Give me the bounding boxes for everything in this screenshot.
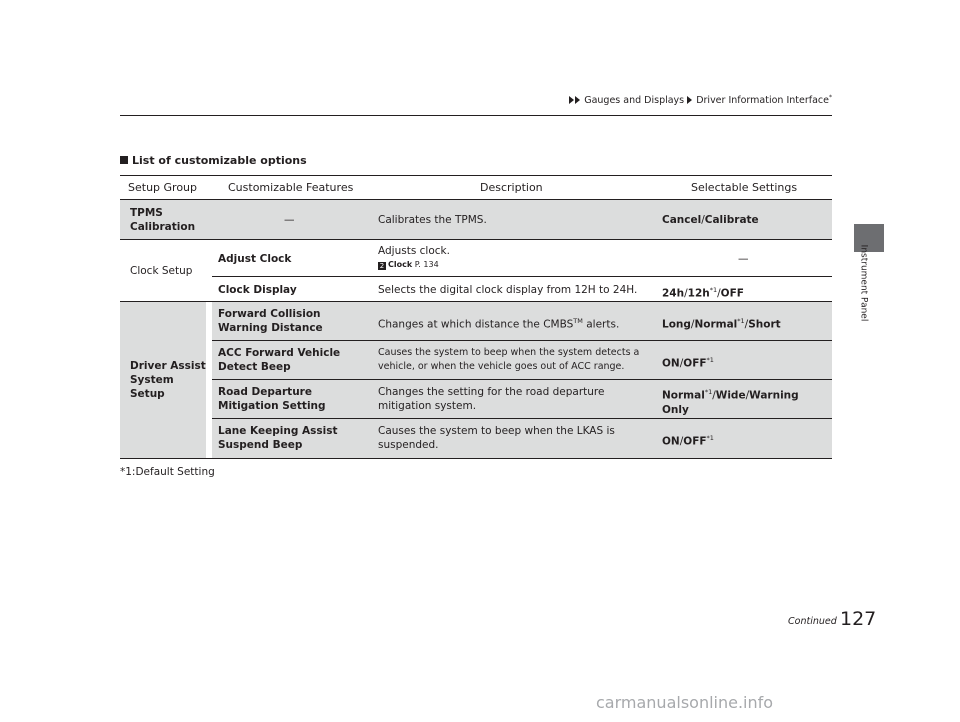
breadcrumb: [569, 94, 832, 106]
description-tpms: Calibrates the TPMS.: [378, 214, 487, 226]
description-acc: Causes the system to beep when the system detects a vehicle, or when the vehicle goes out of ACC range.: [378, 347, 640, 372]
settings-forward-collision: Long/Normal$^{*1}$/Short: [662, 317, 781, 331]
settings-tpms: Cancel/Calibrate: [662, 214, 759, 226]
settings-adjust-clock: —: [738, 253, 749, 265]
description-road-departure: Changes the setting for the road departure mitigation system.: [378, 386, 605, 412]
description-lane-keeping: Causes the system to beep when the LKAS is suspended.: [378, 425, 615, 451]
header-customizable-features: Customizable Features: [228, 181, 354, 194]
breadcrumb-part-1: Gauges and Displays: [584, 95, 685, 107]
watermark: carmanualsonline.info: [596, 693, 774, 712]
cross-reference[interactable]: 2 Clock P. 134: [379, 260, 439, 270]
feature-clock-display: Clock Display: [218, 284, 297, 296]
row-rule: [212, 276, 832, 277]
settings-clock-display: $24h/12h^{*1}$/OFF: [662, 286, 744, 300]
breadcrumb-asterisk: *: [829, 94, 832, 101]
square-bullet-icon: [120, 156, 128, 164]
header-setup-group: Setup Group: [128, 181, 198, 194]
header-description: Description: [480, 181, 543, 194]
table-top-rule: [120, 175, 832, 176]
group-driver-assist: Driver Assist System Setup: [130, 360, 206, 400]
description-adjust-clock: Adjusts clock. 2 Clock P. 134: [378, 245, 450, 270]
settings-lane-keeping: ON/OFF$^{*1}$: [662, 434, 714, 448]
settings-acc: ON/OFF$^{*1}$: [662, 356, 714, 370]
continued-label: Continued: [788, 616, 837, 627]
feature-forward-collision: Forward Collision Warning Distance: [218, 308, 323, 334]
description-forward-collision: Changes at which distance the CMBS™ alerts.: [378, 317, 620, 331]
chapter-label: Instrument Panel: [858, 244, 869, 322]
chevron-right-icon: [575, 96, 580, 104]
description-clock-display: Selects the digital clock display from 12H to 24H.: [378, 284, 638, 296]
group-tpms: TPMS Calibration: [130, 207, 196, 233]
page-number: 127: [840, 608, 877, 630]
table-bottom-rule: [120, 458, 832, 459]
breadcrumb-part-2: Driver Information Interface: [696, 95, 829, 107]
feature-road-departure: Road Departure Mitigation Setting: [218, 386, 326, 412]
feature-acc-forward-vehicle: ACC Forward Vehicle Detect Beep: [218, 347, 341, 373]
row-rule: [120, 239, 832, 240]
feature-lane-keeping: Lane Keeping Assist Suspend Beep: [218, 425, 338, 451]
feature-dash: —: [284, 214, 295, 226]
reference-arrow-icon: 2: [379, 262, 385, 270]
header-selectable-settings: Selectable Settings: [691, 181, 798, 194]
group-clock-setup: Clock Setup: [130, 265, 193, 277]
section-title: List of customizable options: [120, 154, 307, 167]
settings-road-departure: Normal$^{*1}$/Wide/Warning Only: [662, 388, 799, 416]
chevron-right-icon: [687, 96, 692, 104]
chevron-right-icon: [569, 96, 574, 104]
feature-adjust-clock: Adjust Clock: [218, 253, 292, 265]
footnote: *1:Default Setting: [120, 466, 215, 478]
header-rule: [120, 115, 832, 116]
